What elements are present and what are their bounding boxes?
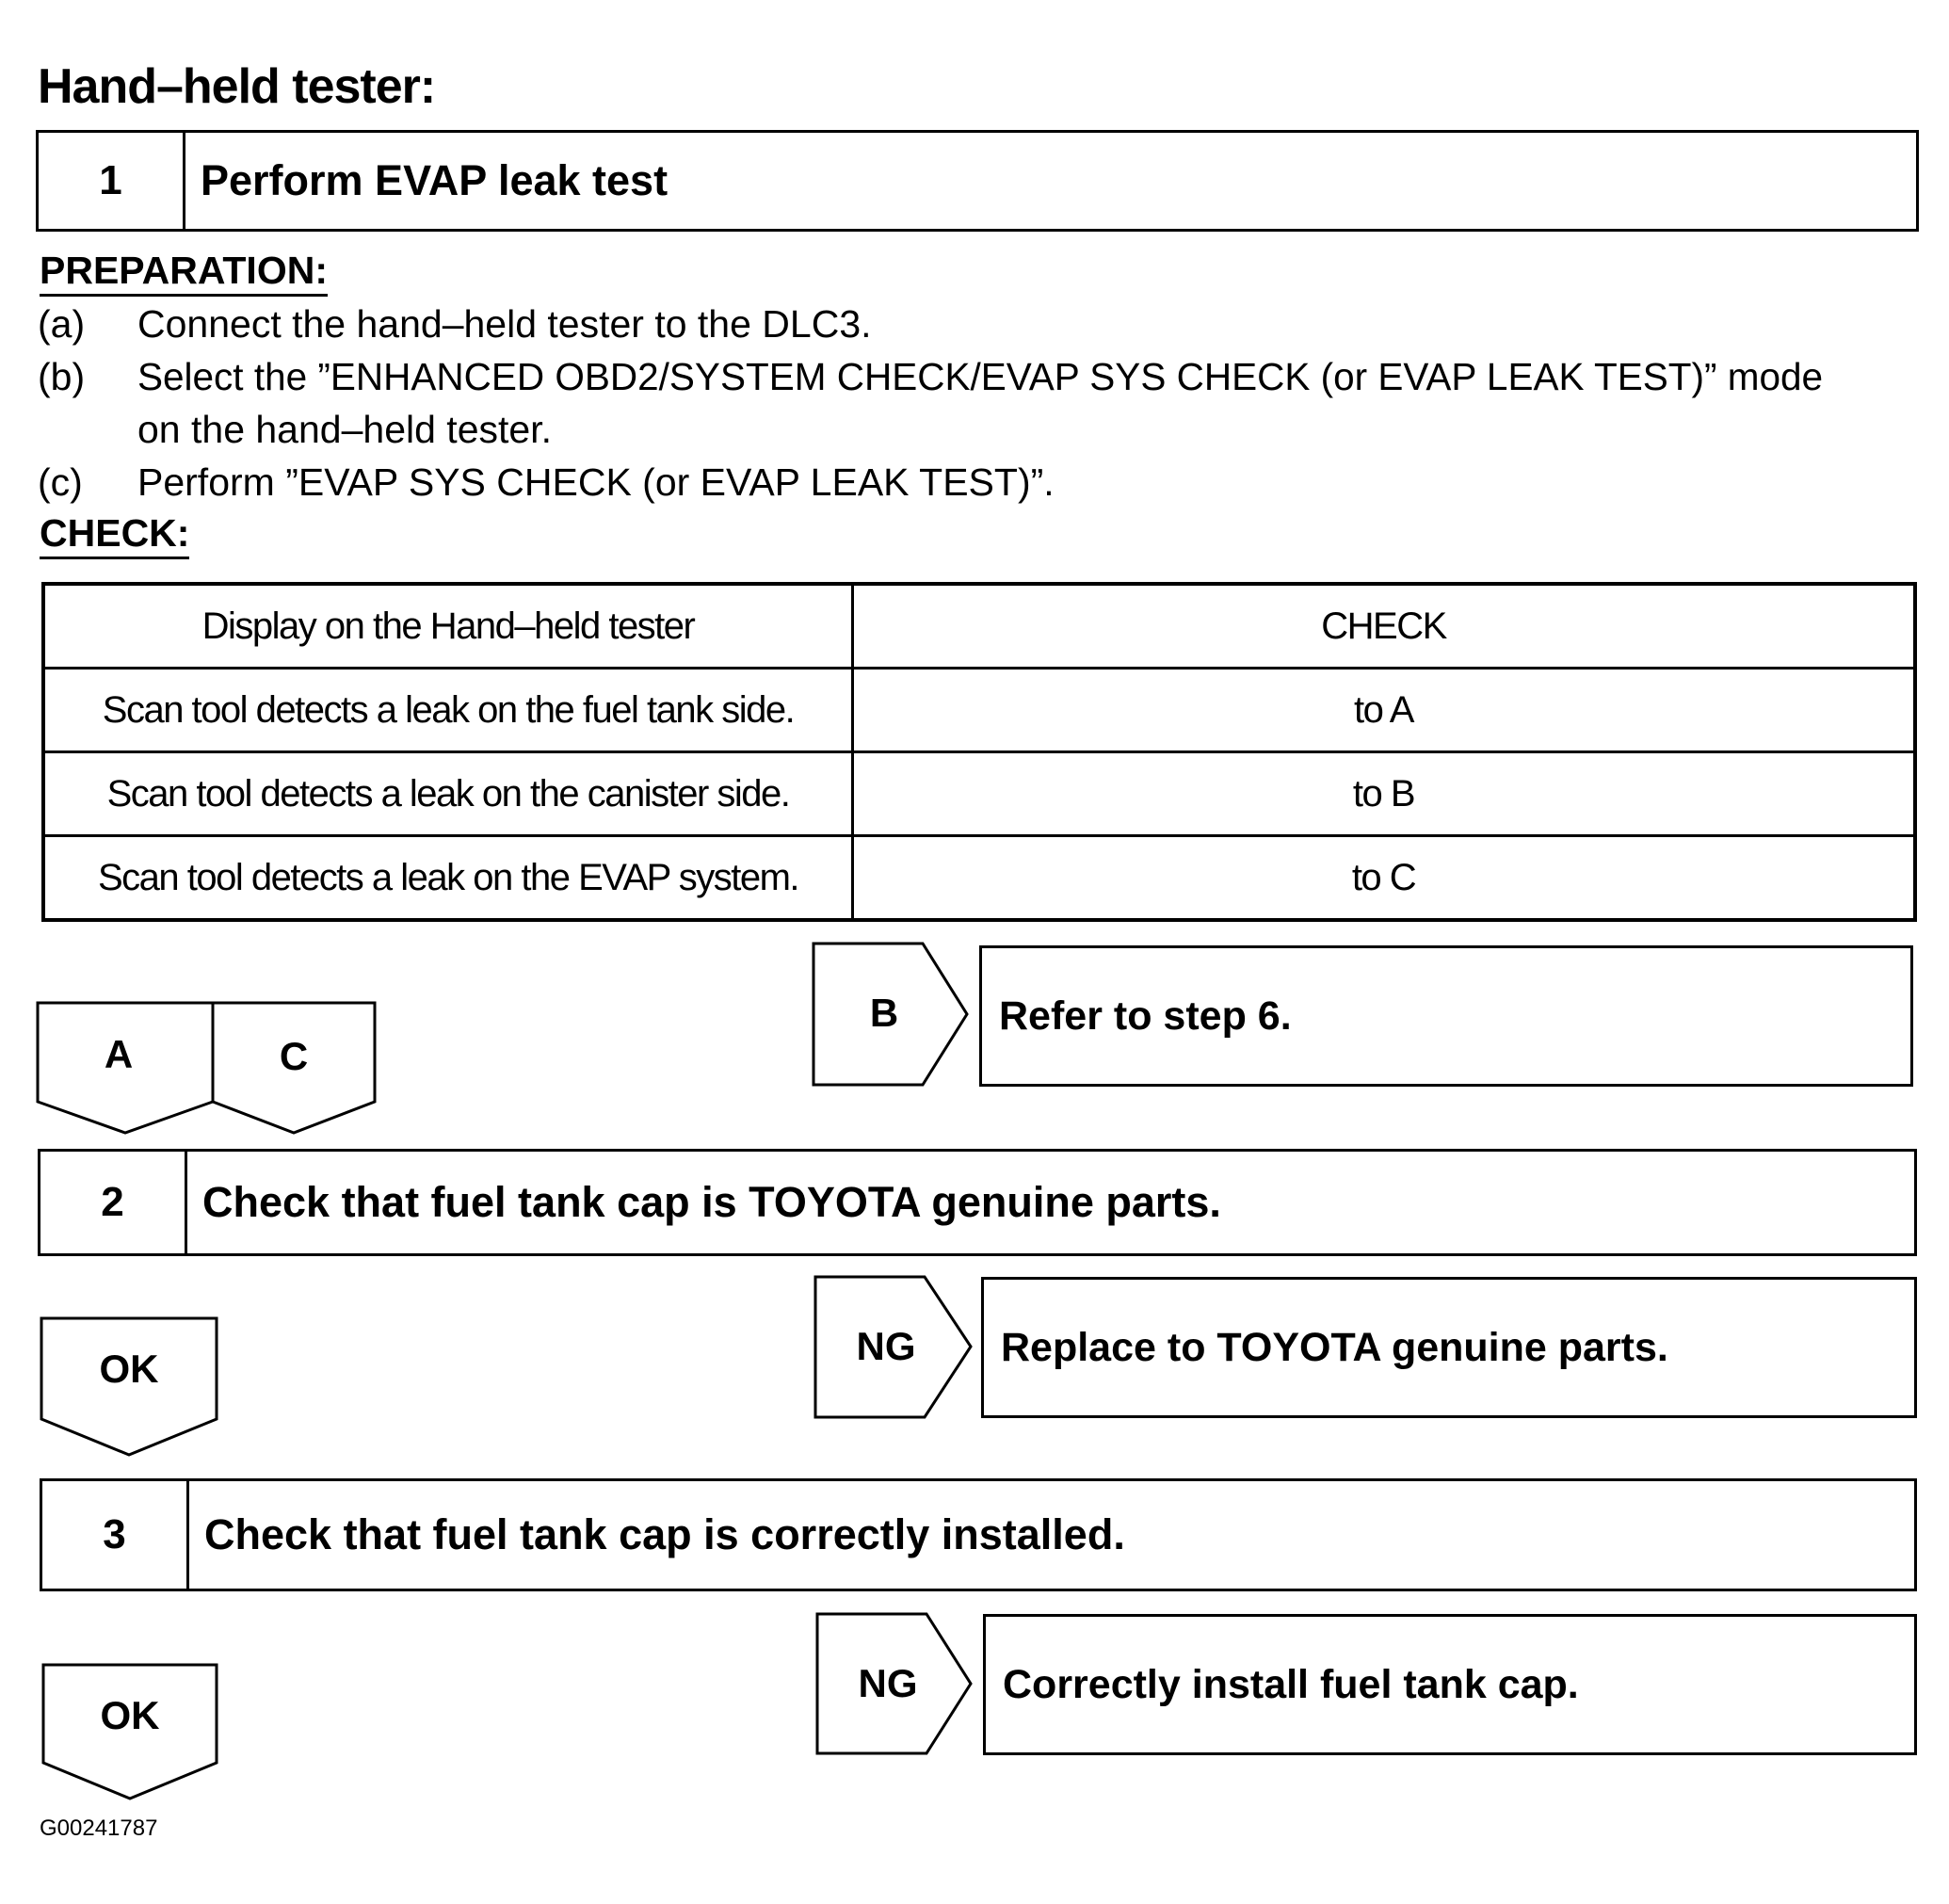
result-box-ng-2: Replace to TOYOTA genuine parts. xyxy=(981,1277,1917,1418)
step-3-title: Check that fuel tank cap is correctly installed. xyxy=(204,1510,1125,1558)
table-header-display: Display on the Hand–held tester xyxy=(43,584,853,669)
prep-c-label: (c) xyxy=(38,460,83,504)
step-1-number: 1 xyxy=(39,133,185,229)
page-title: Hand–held tester: xyxy=(38,59,436,114)
side-arrow-b-label: B xyxy=(869,991,899,1035)
down-arrow-a-label: A xyxy=(104,1032,134,1076)
prep-c-text: Perform ”EVAP SYS CHECK (or EVAP LEAK TEST)”. xyxy=(137,460,1055,504)
step-1-title: Perform EVAP leak test xyxy=(201,156,668,204)
figure-code: G00241787 xyxy=(40,1815,158,1841)
check-heading: CHECK: xyxy=(40,511,189,559)
step-2-title: Check that fuel tank cap is TOYOTA genuine parts. xyxy=(202,1178,1221,1226)
prep-a-text: Connect the hand–held tester to the DLC3. xyxy=(137,302,872,346)
step-2-number: 2 xyxy=(40,1152,187,1253)
table-cell: to A xyxy=(853,669,1916,752)
side-arrow-ng-3-label: NG xyxy=(858,1661,918,1705)
down-arrow-c-label: C xyxy=(279,1034,309,1078)
result-box-ng-3: Correctly install fuel tank cap. xyxy=(983,1614,1917,1755)
step-2-box xyxy=(38,1149,1917,1256)
preparation-heading: PREPARATION: xyxy=(40,249,328,297)
step-3-box xyxy=(40,1478,1917,1591)
table-cell: Scan tool detects a leak on the fuel tank side. xyxy=(43,669,853,752)
side-arrow-ng-2-label: NG xyxy=(856,1324,916,1368)
table-cell: to B xyxy=(853,752,1916,836)
table-cell: Scan tool detects a leak on the EVAP system. xyxy=(43,836,853,921)
down-arrow-ok-2-label: OK xyxy=(99,1347,159,1391)
prep-a-label: (a) xyxy=(38,302,86,346)
prep-b-label: (b) xyxy=(38,355,86,398)
prep-b-text-continued: on the hand–held tester. xyxy=(137,408,552,451)
down-arrow-ok-3-label: OK xyxy=(100,1693,160,1737)
table-header-check: CHECK xyxy=(853,584,1916,669)
step-3-number: 3 xyxy=(42,1481,189,1589)
result-box-b: Refer to step 6. xyxy=(979,945,1913,1087)
table-cell: Scan tool detects a leak on the canister side. xyxy=(43,752,853,836)
table-cell: to C xyxy=(853,836,1916,921)
prep-b-text: Select the ”ENHANCED OBD2/SYSTEM CHECK/EVAP SYS CHECK (or EVAP LEAK TEST)” mode xyxy=(137,355,1824,398)
